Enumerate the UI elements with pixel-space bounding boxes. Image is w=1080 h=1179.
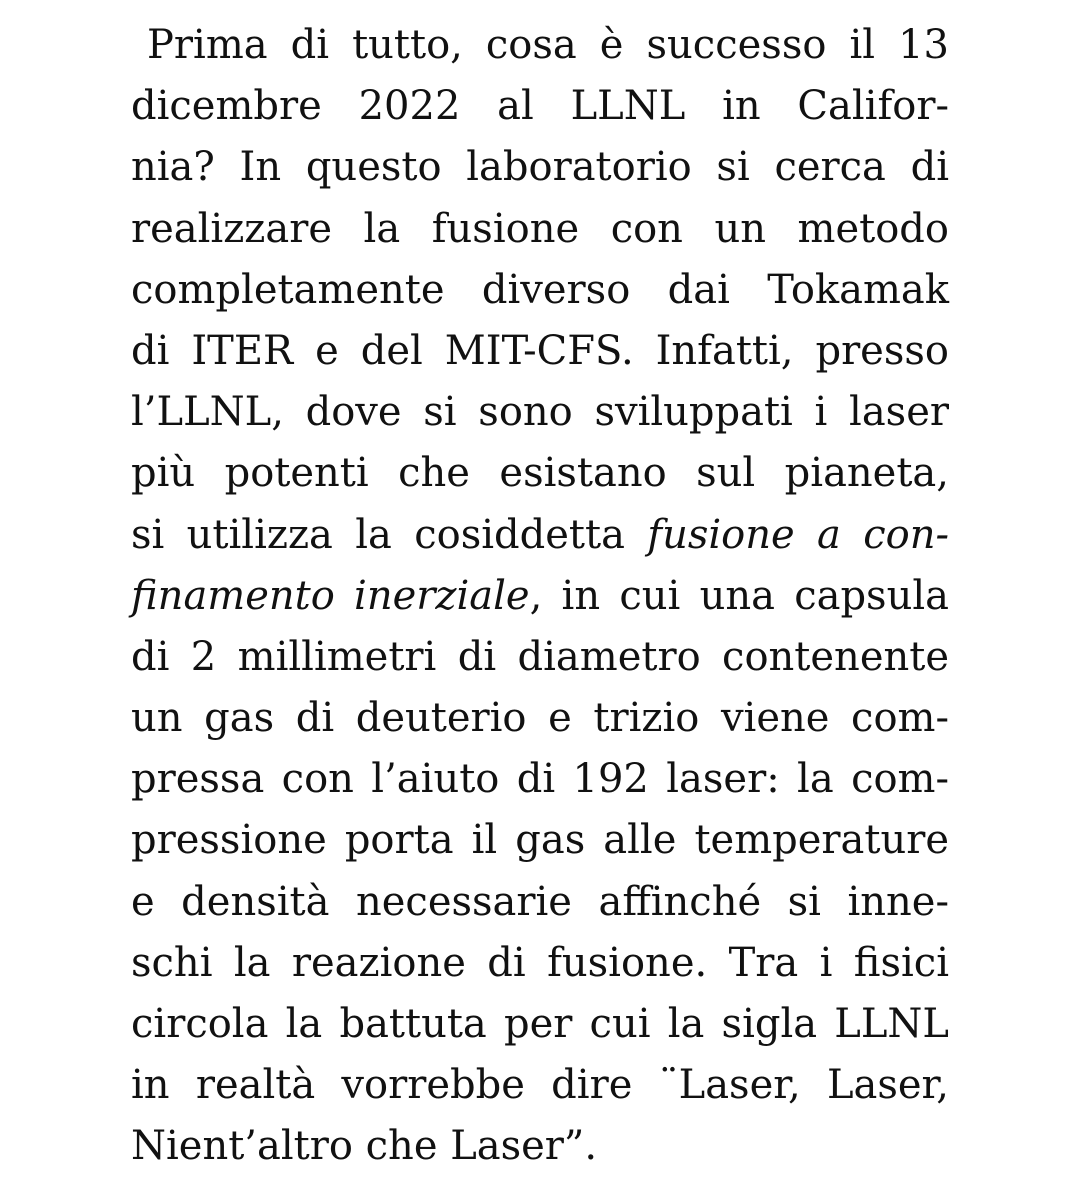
text-line: l’LLNL, dove si sono sviluppati i laser (131, 389, 949, 436)
text-line: si utilizza la cosiddetta fusione a con- (131, 511, 949, 558)
text-line: circola la battuta per cui la sigla LLNL (131, 1001, 949, 1047)
text-line: realizzare la fusione con un metodo (131, 205, 949, 252)
text-line: Prima di tutto, cosa è successo il 13 (147, 22, 949, 68)
text-line: in realtà vorrebbe dire ¨Laser, Laser, (131, 1062, 949, 1109)
text-line: schi la reazione di fusione. Tra i fisici (131, 939, 949, 986)
text-line: finamento inerziale, in cui una capsula (131, 572, 949, 619)
text-line: completamente diverso dai Tokamak (131, 266, 949, 313)
text-line: Nient’altro che Laser”. (131, 1123, 598, 1170)
text-line: di 2 millimetri di diametro contenente (131, 633, 949, 680)
text-line: più potenti che esistano sul pianeta, (131, 450, 949, 497)
italic-term: fusione a con- (647, 511, 949, 558)
text-line: pressa con l’aiuto di 192 laser: la com- (131, 756, 949, 803)
text-line: dicembre 2022 al LLNL in Califor- (131, 83, 949, 130)
body-paragraph (131, 15, 949, 1178)
text-line: un gas di deuterio e trizio viene com- (131, 695, 949, 742)
text-line: nia? In questo laboratorio si cerca di (131, 144, 949, 191)
text-line: di ITER e del MIT-CFS. Infatti, presso (131, 327, 949, 374)
italic-term: finamento inerziale (131, 572, 530, 619)
text-line: pressione porta il gas alle temperature (131, 817, 949, 864)
text-line: e densità necessarie affinché si inne- (131, 878, 949, 925)
